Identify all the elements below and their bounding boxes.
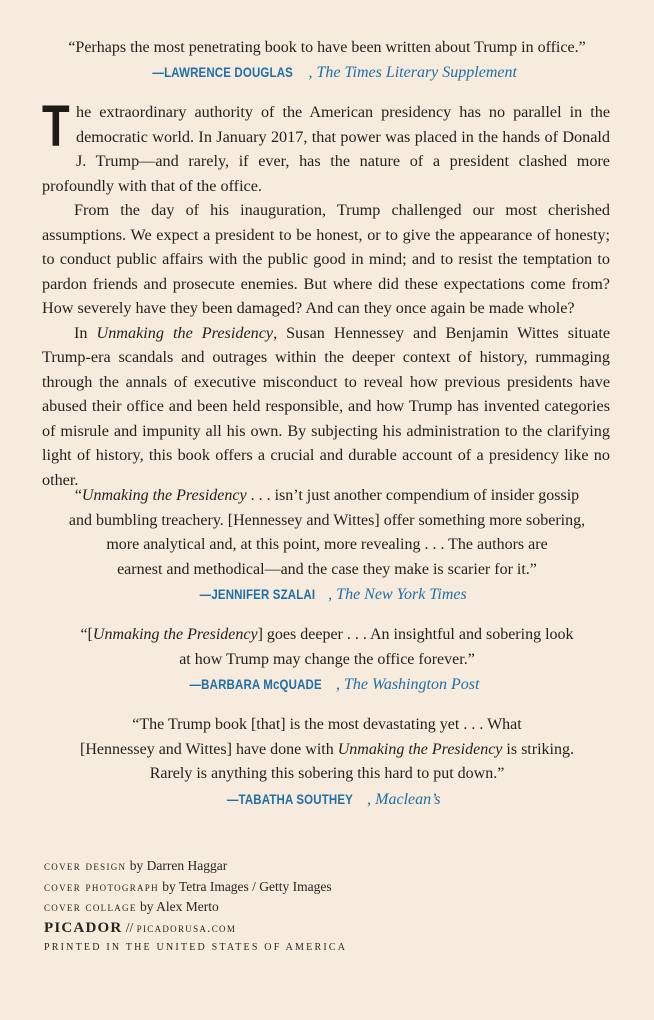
quote-line: more analytical and, at this point, more revealing . . . The authors are <box>106 536 548 553</box>
quote-line: “Unmaking the Presidency . . . isn’t just another compendium of insider gossip <box>74 487 580 504</box>
paragraph-text: In <box>74 323 97 342</box>
attribution-publication: The Times Literary Supplement <box>316 64 517 81</box>
quote-line: [Hennessey and Wittes] have done with Unmaking the Presidency is striking. <box>80 740 574 758</box>
paragraph-text: , Susan Hennessey and Benjamin Wittes situate Trump-era scandals and outrages within the deeper context of history, rummaging through the annals of executive misconduct to reveal how previous presidents have abused their office and been held responsible, and how Trump has invented categories of misrule and impunity all his own. By subjecting his administration to the clarifying light of history, this book offers a crucial and durable account of a presidency like no other. <box>42 323 611 489</box>
review-quote <box>0 484 654 607</box>
paragraph-text: he extraordinary authority of the American presidency has no parallel in the democratic world. In January 2017, that power was placed in the hands of Donald J. Trump—and rarely, if ever, has the nature of a president clashed more profoundly with that of the office. <box>42 103 610 195</box>
review-attribution <box>0 672 654 697</box>
credit-label: cover photograph <box>44 878 159 894</box>
attribution-name: —LAWRENCE DOUGLAS <box>152 64 294 80</box>
book-title: Unmaking the Presidency <box>96 323 274 342</box>
description-paragraph-3 <box>42 321 610 493</box>
review-quote <box>0 713 654 812</box>
cover-credits <box>44 856 347 959</box>
publisher-name: PICADOR <box>44 919 123 936</box>
quote-line: at how Trump may change the office forever.” <box>179 650 475 668</box>
quote-line: “[Unmaking the Presidency] goes deeper . . . An insightful and sobering look <box>80 626 574 643</box>
quote-line: and bumbling treachery. [Hennessey and Wittes] offer something more sobering, <box>68 511 586 529</box>
book-description <box>42 94 611 492</box>
attribution-name: —JENNIFER SZALAI <box>199 586 316 602</box>
attribution-publication: The New York Times <box>336 586 467 603</box>
top-blurb-attribution <box>0 60 654 85</box>
drop-cap: T <box>42 94 70 159</box>
description-paragraph-2: From the day of his inauguration, Trump challenged our most cherished assumptions. We expect a president to be honest, or to give the appearance of honesty; to conduct public affairs with the public good in mind; and to resist the temptation to pardon friends and prosecute enemies. But where did these expectations come from? How severely have they been damaged? And can they once again be made whole? <box>42 201 610 317</box>
quote-line: Rarely is anything this sobering this hard to put down.” <box>149 765 505 782</box>
review-attribution <box>0 787 654 812</box>
credit-value: by Darren Haggar <box>126 858 228 873</box>
comma: , <box>308 64 313 81</box>
cover-design-credit <box>44 856 347 877</box>
description-paragraph-1 <box>42 94 610 198</box>
comma: , <box>367 790 372 808</box>
credit-label: cover collage <box>44 899 137 914</box>
attribution-name: —TABATHA SOUTHEY <box>227 790 354 807</box>
review-quote <box>0 623 654 697</box>
comma: , <box>335 676 340 693</box>
attribution-name: —BARBARA McQUADE <box>189 676 322 692</box>
top-blurb <box>0 36 654 85</box>
attribution-publication: Maclean’s <box>375 790 441 808</box>
credit-value: by Tetra Images / Getty Images <box>158 878 332 894</box>
quote-line: earnest and methodical—and the case they make is scarier for it.” <box>117 560 537 578</box>
separator: // <box>122 919 137 935</box>
cover-collage-credit <box>44 897 347 918</box>
credit-label: cover design <box>44 858 127 873</box>
top-blurb-quote: “Perhaps the most penetrating book to have been written about Trump in office.” <box>68 39 586 56</box>
review-quotes <box>0 484 654 828</box>
publisher-website: picadorusa.com <box>136 919 237 935</box>
cover-photograph-credit <box>44 877 347 898</box>
publisher-line <box>44 918 347 939</box>
credit-value: by Alex Merto <box>136 899 219 914</box>
printed-in: PRINTED IN THE UNITED STATES OF AMERICA <box>44 942 348 953</box>
quote-line: “The Trump book [that] is the most devastating yet . . . What <box>132 716 522 733</box>
comma: , <box>328 586 333 603</box>
review-attribution <box>0 582 654 607</box>
attribution-publication: The Washington Post <box>343 676 480 693</box>
